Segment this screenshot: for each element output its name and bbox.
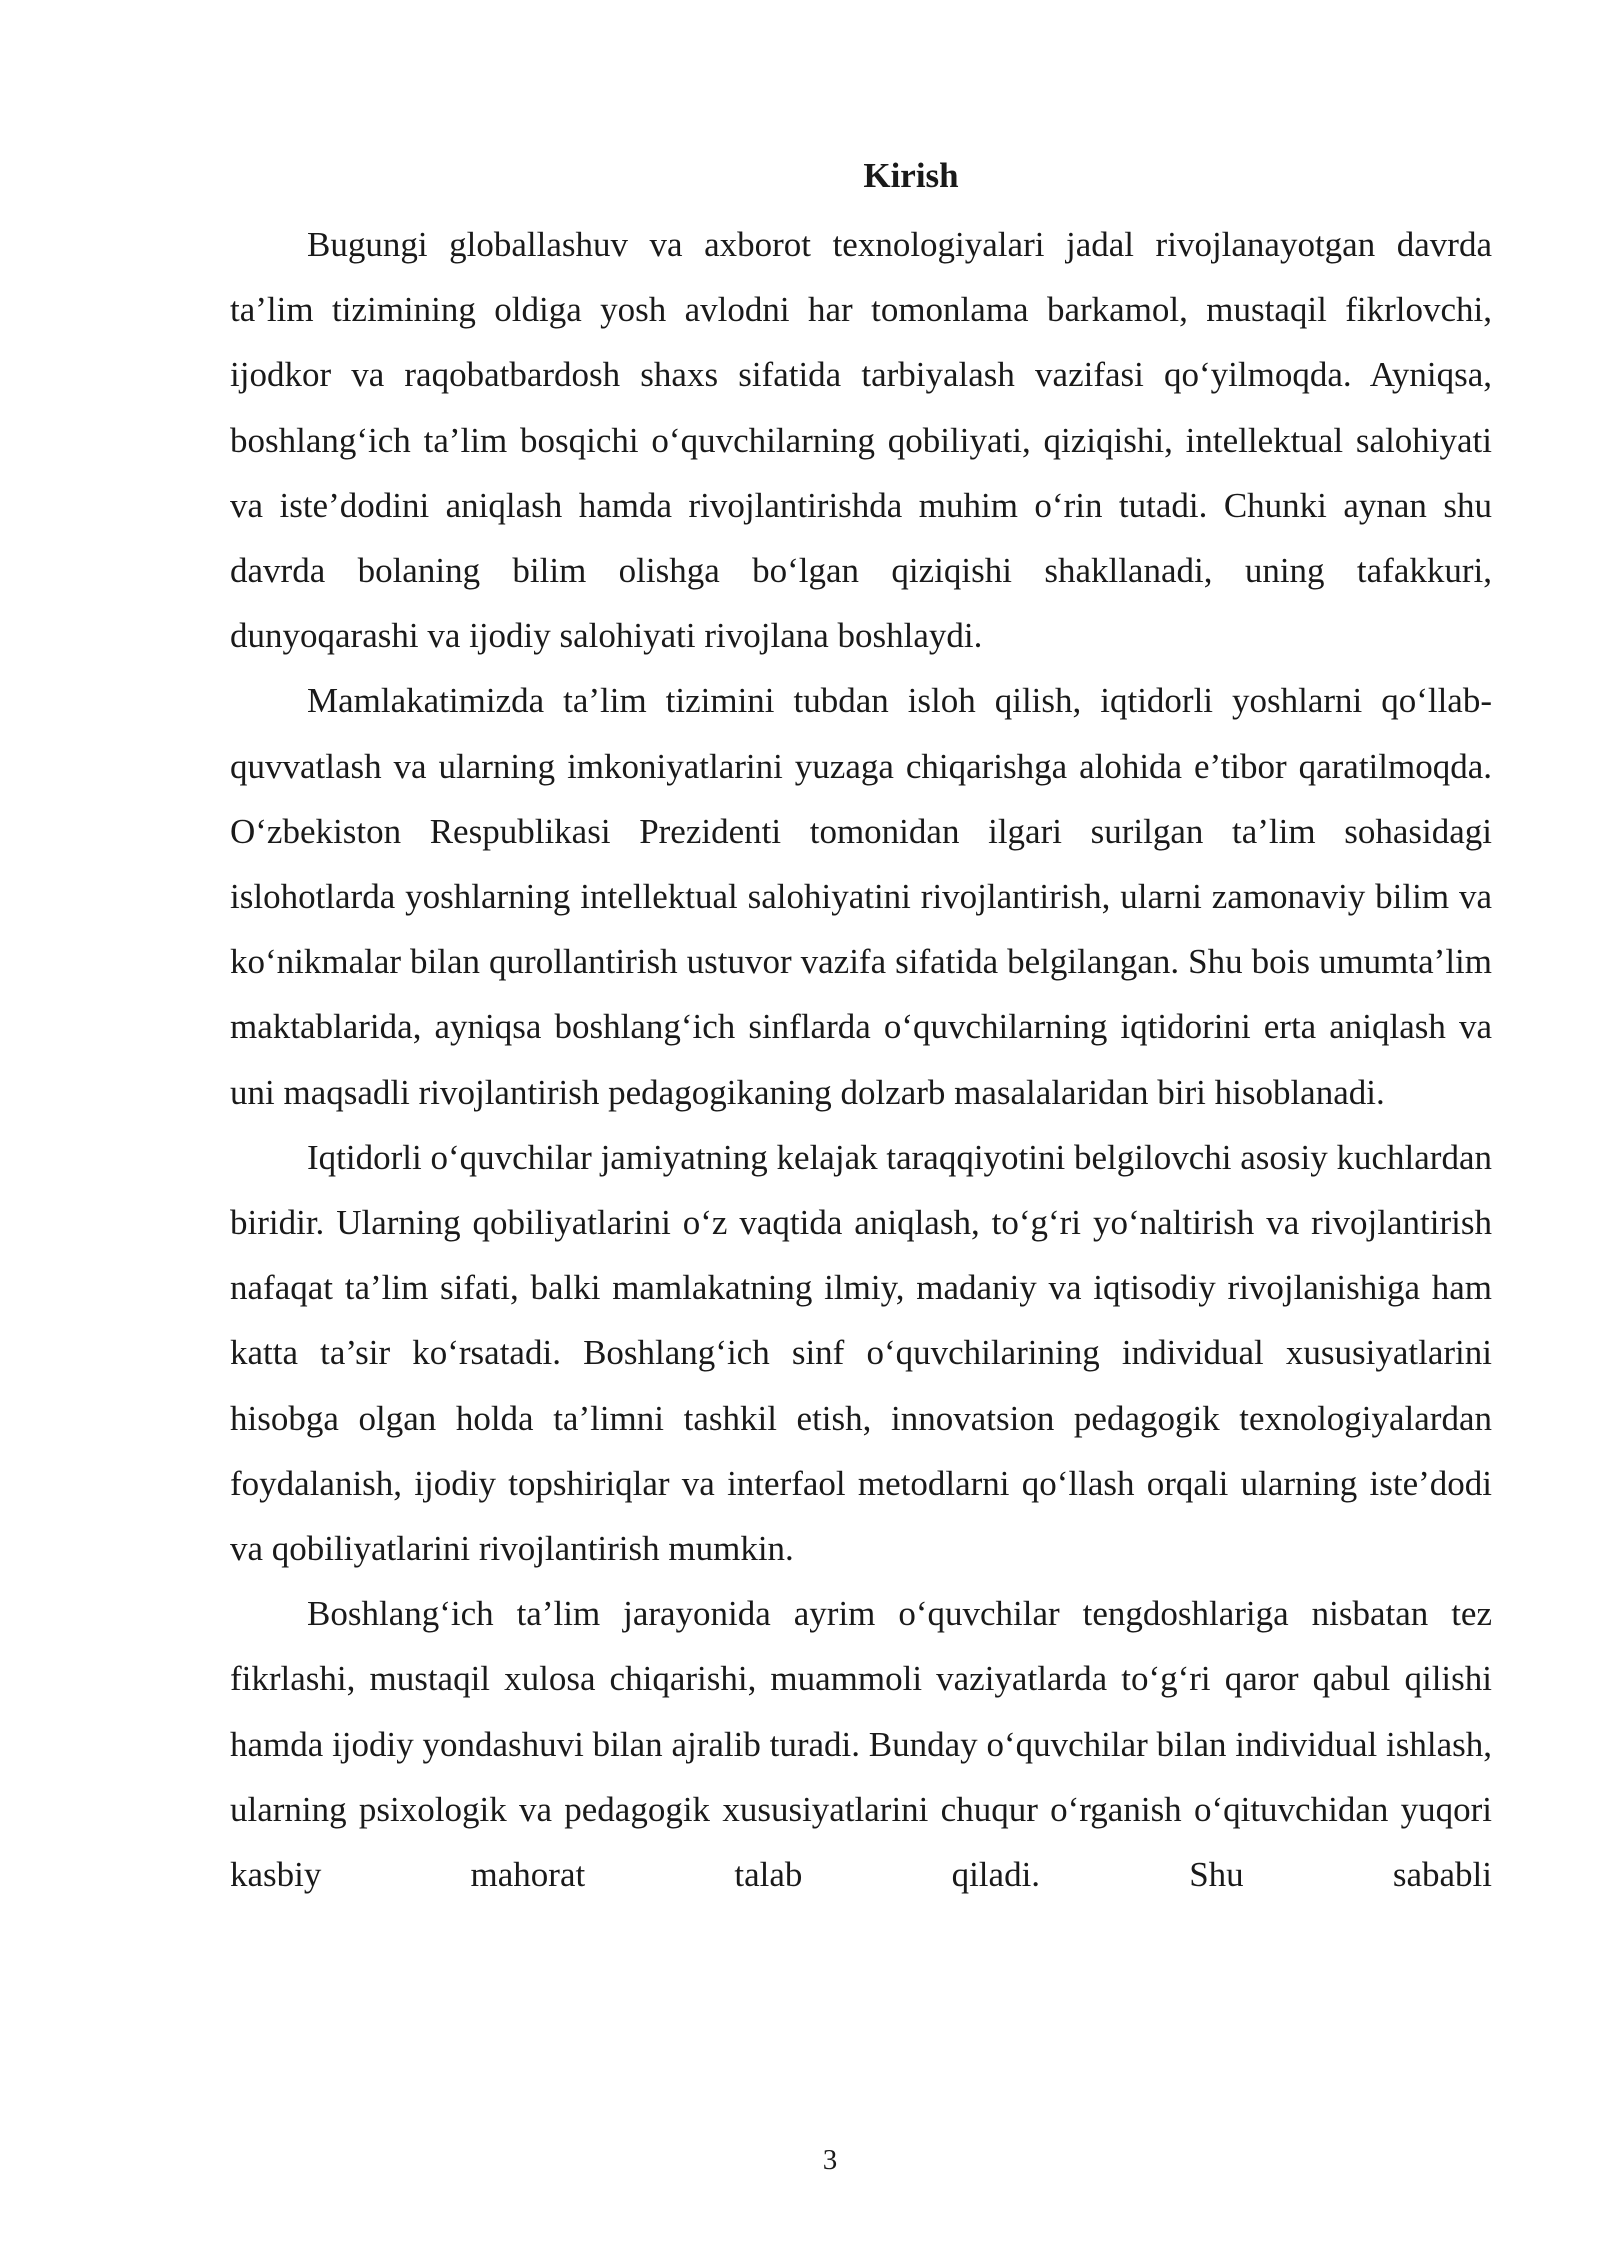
page-number: 3 xyxy=(822,2144,838,2176)
paragraph-2: Mamlakatimizda ta’lim tizimini tubdan isloh qilish, iqtidorli yoshlarni qo‘llab-quvvatlash va ularning imkoniyatlarini yuzaga chiqarishga alohida e’tibor qaratilmoqda. O‘zbekiston Respublikasi Prezidenti tomonidan ilgari surilgan ta’lim sohasidagi islohotlarda yoshlarning intellektual salohiyatini rivojlantirish, ularni zamonaviy bilim va ko‘nikmalar bilan qurollantirish ustuvor vazifa sifatida belgilangan. Shu bois umumta’lim maktablarida, ayniqsa boshlang‘ich sinflarda o‘quvchilarning iqtidorini erta aniqlash va uni maqsadli rivojlantirish pedagogikaning dolzarb masalalaridan biri hisoblanadi. xyxy=(230,681,1492,1112)
paragraph-1: Bugungi globallashuv va axborot texnologiyalari jadal rivojlanayotgan davrda ta’lim tizimining oldiga yosh avlodni har tomonlama barkamol, mustaqil fikrlovchi, ijodkor va raqobatbardosh shaxs sifatida tarbiyalash vazifasi qo‘yilmoqda. Ayniqsa, boshlang‘ich ta’lim bosqichi o‘quvchilarning qobiliyati, qiziqishi, intellektual salohiyati va iste’dodini aniqlash hamda rivojlantirishda muhim o‘rin tutadi. Chunki aynan shu davrda bolaning bilim olishga bo‘lgan qiziqishi shakllanadi, uning tafakkuri, dunyoqarashi va ijodiy salohiyati rivojlana boshlaydi. xyxy=(230,225,1492,656)
paragraph-4: Boshlang‘ich ta’lim jarayonida ayrim o‘quvchilar tengdoshlariga nisbatan tez fikrlashi, mustaqil xulosa chiqarishi, muammoli vaziyatlarda to‘g‘ri qaror qabul qilishi hamda ijodiy yondashuvi bilan ajralib turadi. Bunday o‘quvchilar bilan individual ishlash, ularning psixologik va pedagogik xususiyatlarini chuqur o‘rganish o‘qituvchidan yuqori kasbiy mahorat talab qiladi. Shu sababli xyxy=(230,1594,1492,1895)
paragraph-3: Iqtidorli o‘quvchilar jamiyatning kelajak taraqqiyotini belgilovchi asosiy kuchlardan biridir. Ularning qobiliyatlarini o‘z vaqtida aniqlash, to‘g‘ri yo‘naltirish va rivojlantirish nafaqat ta’lim sifati, balki mamlakatning ilmiy, madaniy va iqtisodiy rivojlanishiga ham katta ta’sir ko‘rsatadi. Boshlang‘ich sinf o‘quvchilarining individual xususiyatlarini hisobga olgan holda ta’limni tashkil etish, innovatsion pedagogik texnologiyalardan foydalanish, ijodiy topshiriqlar va interfaol metodlarni qo‘llash orqali ularning iste’dodi va qobiliyatlarini rivojlantirish mumkin. xyxy=(230,1137,1492,1569)
page-body xyxy=(230,146,1492,1907)
section-heading: Kirish xyxy=(863,156,959,195)
